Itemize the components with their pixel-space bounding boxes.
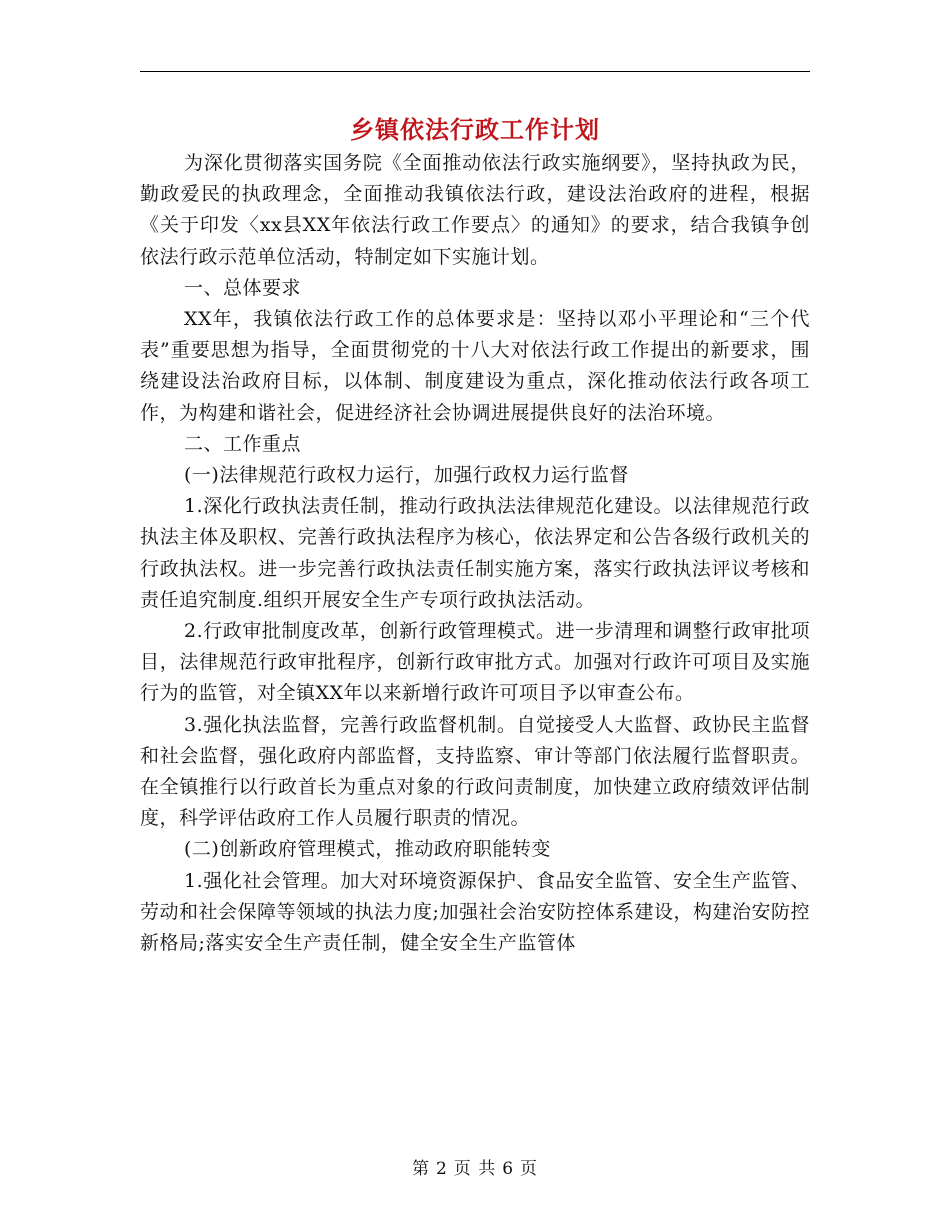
document-title: 乡镇依法行政工作计划 [350, 115, 600, 144]
section-heading-work-priorities: 二、工作重点 [184, 432, 302, 455]
document-body [140, 148, 810, 959]
item-paragraph-1-2: 2.行政审批制度改革，创新行政管理模式。进一步清理和调整行政审批项目，法律规范行政审批程序，创新行政审批方式。加强对行政许可项目及实施行为的监管，对全镇XX年以来新增行政许可项目予以审查公布。 [140, 620, 810, 705]
page-footer [0, 1154, 950, 1179]
item-paragraph-2-1: 1.强化社会管理。加大对环境资源保护、食品安全监管、安全生产监管、劳动和社会保障等领域的执法力度;加强社会治安防控体系建设，构建治安防控新格局;落实安全生产责任制，健全安全生产监管体 [140, 869, 810, 955]
item-paragraph-1-3: 3.强化执法监督，完善行政监督机制。自觉接受人大监督、政协民主监督和社会监督，强化政府内部监督，支持监察、审计等部门依法履行监督职责。在全镇推行以行政首长为重点对象的行政问责制度，加快建立政府绩效评估制度，科学评估政府工作人员履行职责的情况。 [140, 713, 810, 830]
footer-current-page: 2 [435, 1159, 448, 1179]
footer-middle: 页 共 [453, 1159, 497, 1179]
footer-prefix: 第 [411, 1159, 430, 1179]
footer-total-pages: 6 [502, 1159, 515, 1179]
subsection-heading-1: (一)法律规范行政权力运行，加强行政权力运行监督 [184, 464, 629, 487]
overall-requirements-paragraph: XX年，我镇依法行政工作的总体要求是：坚持以邓小平理论和“三个代表”重要思想为指导，全面贯彻党的十八大对依法行政工作提出的新要求，围绕建设法治政府目标，以体制、制度建设为重点，深化推动依法行政各项工作，为构建和谐社会，促进经济社会协调进展提供良好的法治环境。 [140, 308, 810, 424]
header-rule [140, 71, 810, 72]
intro-paragraph: 为深化贯彻落实国务院《全面推动依法行政实施纲要》，坚持执政为民，勤政爱民的执政理念，全面推动我镇依法行政，建设法治政府的进程，根据《关于印发〈xx县XX年依法行政工作要点〉的通知》的要求，结合我镇争创依法行政示范单位活动，特制定如下实施计划。 [140, 152, 810, 268]
subsection-heading-2: (二)创新政府管理模式，推动政府职能转变 [184, 838, 551, 861]
item-paragraph-1-1: 1.深化行政执法责任制，推动行政执法法律规范化建设。以法律规范行政执法主体及职权、完善行政执法程序为核心，依法界定和公告各级行政机关的行政执法权。进一步完善行政执法责任制实施方案，落实行政执法评议考核和责任追究制度.组织开展安全生产专项行政执法活动。 [140, 495, 810, 611]
section-heading-overall-requirements: 一、总体要求 [184, 276, 302, 299]
footer-suffix: 页 [520, 1159, 539, 1179]
